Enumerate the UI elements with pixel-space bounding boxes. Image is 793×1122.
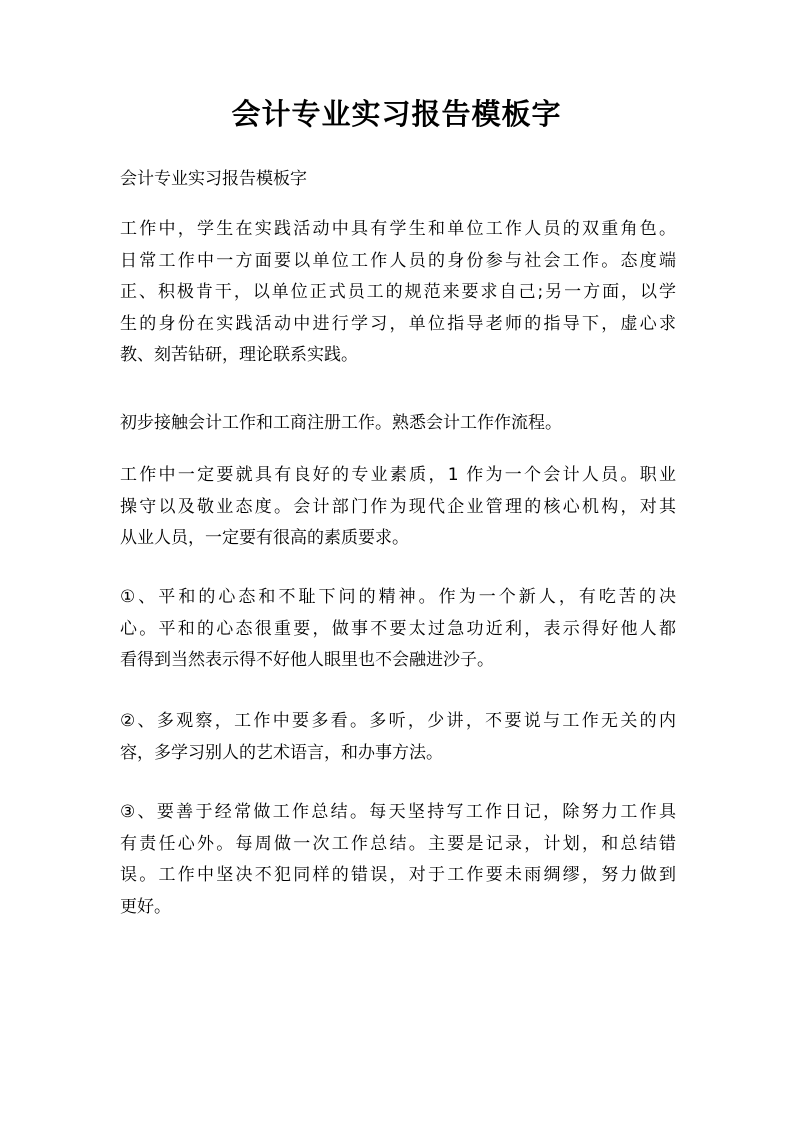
paragraph-line: 看得到当然表示得不好他人眼里也不会融进沙子。 [120,650,494,670]
paragraph-line: 误。工作中坚决不犯同样的错误，对于工作要未雨绸缪，努力做到 [120,865,676,885]
paragraph-line: 从业人员，一定要有很高的素质要求。 [120,528,409,548]
paragraph-line: 工作中，学生在实践活动中具有学生和单位工作人员的双重角色。 [120,219,676,239]
paragraph-line: 容，多学习别人的艺术语言，和办事方法。 [120,742,443,763]
paragraph-line: ③、要善于经常做工作总结。每天坚持写工作日记，除努力工作具 [120,802,676,822]
paragraph-line: 心。平和的心态很重要，做事不要太过急功近利，表示得好他人都 [120,618,676,639]
paragraph-line: 初步接触会计工作和工商注册工作。熟悉会计工作作流程。 [120,413,562,433]
document-subtitle: 会计专业实习报告模板字 [120,169,307,189]
paragraph-student-roles [120,214,676,372]
paragraph-line: 教、刻苦钻研，理论联系实践。 [120,345,358,365]
document-title: 会计专业实习报告模板字 [231,97,562,131]
paragraph-line: 日常工作中一方面要以单位工作人员的身份参与社会工作。态度端 [120,250,676,271]
paragraph-point-1 [120,582,676,677]
paragraph-line: 工作中一定要就具有良好的专业素质，1 作为一个会计人员。职业 [120,465,676,485]
paragraph-line: ①、平和的心态和不耻下问的精神。作为一个新人，有吃苦的决 [120,587,676,607]
paragraph-point-3 [120,797,676,923]
paragraph-professional-quality [120,460,676,555]
paragraph-first-contact [120,408,676,440]
paragraph-point-2 [120,706,676,769]
paragraph-line: 操守以及敬业态度。会计部门作为现代企业管理的核心机构，对其 [120,496,676,517]
paragraph-line: 生的身份在实践活动中进行学习，单位指导老师的指导下，虚心求 [120,313,676,334]
paragraph-line: 正、积极肯干，以单位正式员工的规范来要求自己;另一方面，以学 [120,282,676,302]
paragraph-line: 更好。 [120,896,171,917]
paragraph-line: ②、多观察，工作中要多看。多听，少讲，不要说与工作无关的内 [120,711,676,731]
paragraph-line: 有责任心外。每周做一次工作总结。主要是记录，计划，和总结错 [120,833,676,854]
